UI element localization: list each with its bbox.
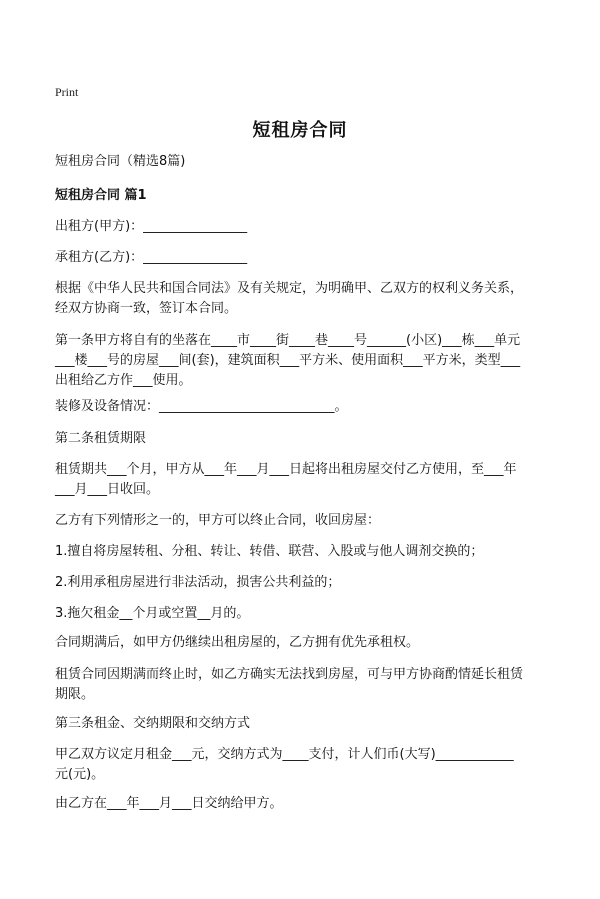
termination-item-2: 2.利用承租房屋进行非法活动，损害公共利益的；	[55, 575, 341, 590]
document-title: 短租房合同	[252, 120, 348, 141]
extension-line-1: 租赁合同因期满而终止时，如乙方确实无法找到房屋，可与甲方协商酌情延长租赁	[55, 667, 524, 682]
article1-line-1: 第一条甲方将自有的坐落在____市____街____巷____号______(小区)___栋___单元	[55, 333, 521, 348]
termination-intro: 乙方有下列情形之一的，甲方可以终止合同，收回房屋：	[55, 513, 381, 528]
termination-item-3: 3.拖欠租金__个月或空置__月的。	[55, 606, 250, 621]
section-heading: 短租房合同 篇1	[55, 188, 147, 203]
article3-heading: 第三条租金、交纳期限和交纳方式	[55, 716, 251, 731]
article2-heading: 第二条租赁期限	[55, 431, 147, 446]
termination-item-1: 1.擅自将房屋转租、分租、转让、转借、联营、入股或与他人调剂交换的；	[55, 544, 484, 559]
document-subtitle: 短租房合同（精选8篇)	[55, 154, 186, 169]
lessor-field: 出租方(甲方)：________________	[55, 219, 248, 234]
extension-line-2: 期限。	[55, 687, 95, 702]
lease-period-line-2: ___月___日收回。	[55, 482, 160, 497]
intro-line-1: 根据《中华人民共和国合同法》及有关规定，为明确甲、乙双方的权利义务关系，	[55, 281, 524, 296]
renewal-priority: 合同期满后，如甲方仍继续出租房屋的，乙方拥有优先承租权。	[55, 635, 420, 650]
intro-line-2: 经双方协商一致，签订本合同。	[55, 301, 238, 316]
payment-date: 由乙方在___年___月___日交纳给甲方。	[55, 796, 283, 811]
decoration-field: 装修及设备情况：___________________________。	[55, 399, 348, 414]
rent-line-1: 甲乙双方议定月租金___元，交纳方式为____支付，计人们币(大写)____________	[55, 747, 514, 762]
lease-period-line-1: 租赁期共___个月，甲方从___年___月___日起将出租房屋交付乙方使用，至___年	[55, 462, 517, 477]
rent-line-2: 元(元)。	[55, 767, 105, 782]
print-label: Print	[55, 85, 79, 99]
article1-line-2: ___楼___号的房屋___间(套)，建筑面积___平方米、使用面积___平方米，类型___	[55, 353, 521, 368]
lessee-field: 承租方(乙方)：________________	[55, 250, 248, 265]
article1-line-3: 出租给乙方作___使用。	[55, 373, 192, 388]
